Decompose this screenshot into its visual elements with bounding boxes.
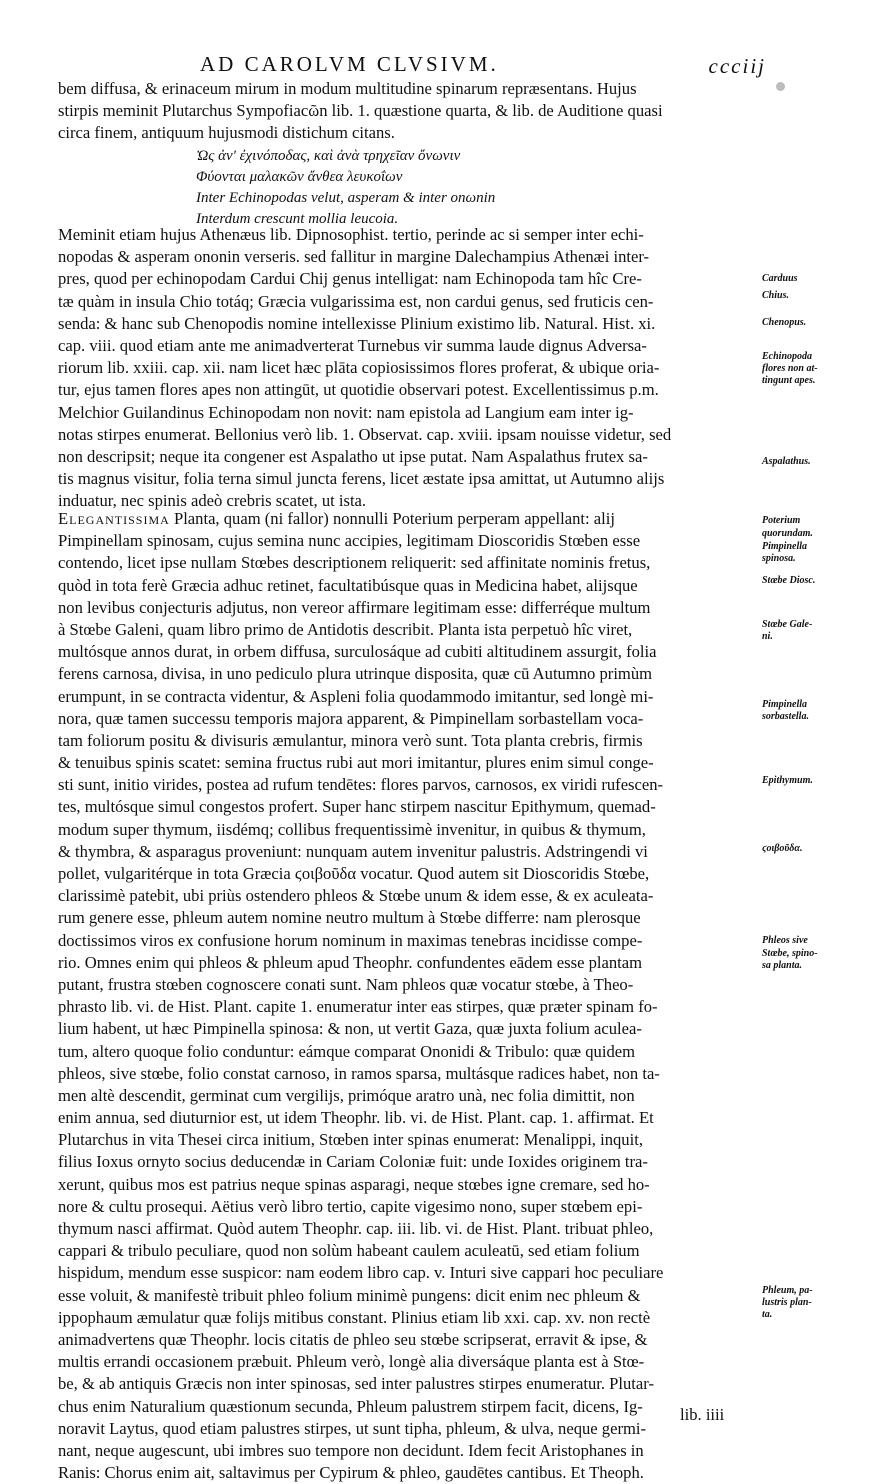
text-line: clarissimè patebit, ubi priùs ostendero phleos & Stœbe unum & idem esse, & ex aculeata- [58,886,654,906]
text-line: Plutarchus in vita Thesei circa initium, Stœben inter spinas enumerat: Menalippi, inquit, [58,1130,643,1150]
text-line-rest: Planta, quam (ni fallor) nonnulli Poterium perperam appellant: alij [169,509,615,528]
text-line: Ranis: Chorus enim ait, saltavimus per Cypirum & phleo, gaudētes cantibus. Et Theoph. [58,1463,644,1483]
text-line: multis errandi occasionem præbuit. Phleum verò, longè alia diversáque planta est à Stœ- [58,1352,645,1372]
text-line: tam foliorum positu & divisuris æmulantur, minora verò sunt. Tota planta crebris, firmis [58,730,643,750]
text-line: noravit Laytus, quod etiam palustres stirpes, ut sunt tipha, phleum, & ulva, neque germi- [58,1418,647,1438]
text-line: tum, altero quoque folio conduntur: eámque comparat Ononidi & Tribulo: quæ quidem [58,1041,636,1061]
text-line: Meminit etiam hujus Athenæus lib. Dipnosophist. tertio, perinde ac si semper inter echi- [58,225,644,244]
margin-note: spinosa. [762,553,796,564]
margin-note: Carduus [762,273,798,284]
text-line: phrasto lib. vi. de Hist. Plant. capite 1. enumeratur inter eas stirpes, quæ præter spinam fo- [58,997,658,1017]
text-line: xerunt, quibus mos est patrius neque spinas asparagi, neque stœbes igne cremare, sed ho- [58,1174,650,1194]
text-line: ippophaum æmulatur quæ folijs mitibus constant. Plinius etiam lib xxi. cap. xv. non rectè [58,1307,651,1327]
text-line: filius Ioxus ornyto socius deducendæ in Cariam Coloniæ fuit: unde Ioxides originem tra- [58,1152,648,1172]
margin-note: Poterium [762,515,801,526]
text-line: à Stœbe Galeni, quam libro primo de Antidotis describit. Planta ista perpetuò hîc viret, [58,619,633,639]
text-line: nora, quæ tamen successu temporis majora apparent, & Pimpinellam sorbastellam voca- [58,708,644,728]
margin-note: Phleos sive [762,935,808,946]
paragraph-echinopoda [58,78,758,145]
running-head: AD CAROLVM CLVSIVM. [200,52,499,76]
text-line: modum super thymum, iisdémq; collibus frequentissimè invenitur, in quibus & thymum, [58,819,646,839]
text-line: riorum lib. xxiii. cap. xii. nam licet hæc plāta copiosissimos flores proferat, & ubique oria- [58,358,660,378]
text-line: induatur, nec spinis adeò crebris scatet, ut ista. [58,491,367,511]
text-line: rum genere esse, phleum autem nomine neutro multum à Stœbe differre: nam plerosque [58,908,641,928]
margin-note: Pimpinella [762,699,807,710]
margin-note: Stœbe Gale- [762,619,813,630]
text-line: ferens carnosa, divisa, in uno pediculo plura utrinque disposita, quæ cū Autumno primùm [58,664,653,684]
folio-number: ccciij [708,54,766,78]
text-line: erumpunt, in se contracta videntur, & Aspleni folia quodammodo imitantur, sed longè mi- [58,686,654,706]
text-line: Φύονται μαλακῶν ἄνθεα λευκοΐων [196,169,403,185]
text-line: pollet, vulgaritérque in tota Græcia ϛοιβοῦδα vocatur. Quod autem sit Dioscoridis Stœbe, [58,864,650,883]
text-line: circa finem, antiquum hujusmodi distichum citans. [58,123,395,143]
paragraph-athenaeus [58,224,758,512]
margin-note: sa planta. [762,960,803,971]
text-line: senda: & hanc sub Chenopodis nomine intellexisse Plinium existimo lib. Natural. Hist. xi. [58,313,656,333]
text-line: Inter Echinopodas velut, asperam & inter onωnin [196,190,496,206]
text-line: doctissimos viros ex confusione horum nominum in maximas tenebras incidisse compe- [58,930,643,950]
text-line: phleos, sive stœbe, folio constat carnoso, in ramos sparsa, multásque radices habet, non ta- [58,1063,660,1083]
ink-speck-icon [776,82,785,91]
text-line: stirpis meminit Plutarchus Sympofiacῶn lib. 1. quæstione quarta, & lib. de Auditione quasi [58,101,663,121]
margin-note: Stœbe, spino- [762,948,818,959]
text-line: Ὠς ἀν' ἐχινόποδας, καὶ ἀνὰ τρηχεῖαν ὄνωνιν [196,148,461,164]
catchword: lib. iiii [680,1405,725,1424]
text-line: animadvertens quæ Theophr. locis citatis de phleo seu stœbe scripserat, erravit & ipse, & [58,1329,648,1349]
margin-note: sorbastella. [762,711,809,722]
text-line: esse voluit, & manifestè tribuit phleo folium minimè pungens: dicit enim nec phleum & [58,1285,641,1305]
text-line: non descripsit; neque ita congener est Aspalatho ut ipse putat. Nam Aspalathus frutex sa- [58,446,648,466]
text-line: tes, multósque simul congestos profert. Super hanc stirpem nascitur Epithymum, quemad- [58,797,656,817]
text-line: be, & ab antiquis Græcis non inter spinosas, sed inter palustres stirpes enumeratur. Plutar- [58,1374,655,1394]
text-line: sti sunt, initio virides, postea ad rufum tendētes: flores parvos, carnosos, ex viridi rufescen- [58,775,664,795]
margin-note: flores non at- [762,363,818,374]
text-line: lium habent, ut hæc Pimpinella spinosa: & non, ut vertit Gaza, quæ juxta folium aculea- [58,1019,642,1039]
margin-note: ϛοιβοῦδα. [762,843,803,854]
text-line: notas stirpes enumerat. Bellonius verò lib. 1. Observat. cap. xviii. ipsam nouisse videtur, sed [58,424,672,444]
text-line: Melchior Guilandinus Echinopodam non novit: nam epistola ad Langium eam inter ig- [58,402,634,422]
margin-note: Epithymum. [762,775,813,786]
text-line: multósque annos durat, in orbem diffusa, surculosáque ad cubiti altitudinem assurgit, folia [58,642,657,662]
text-line: rio. Omnes enim qui phleos & phleum apud Theophr. confundentes eādem esse plantam [58,952,643,972]
margin-note: quorundam. [762,528,813,539]
quoted-distich [196,146,716,230]
text-line: nore & cultu prosequi. Aëtius verò libro tertio, capite vigesimo nono, super stœbem epi- [58,1196,643,1216]
text-line: pres, quod per echinopodam Cardui Chij genus intelligat: nam Echinopoda tam hîc Cre- [58,269,642,289]
text-line: non levibus conjecturis adjutus, non vereor affirmare legitimam esse: differréque multum [58,597,651,617]
margin-note: Echinopoda [762,351,813,362]
text-line: cap. viii. quod etiam ante me animadverterat Turnebus vir summa laude dignus Adversa- [58,335,647,355]
margin-note: Pimpinella [762,541,807,552]
text-line: Pimpinellam spinosam, cujus semina nunc accipies, legitimam Dioscoridis Stœben esse [58,531,641,551]
text-line: tæ quàm in insula Chio totáq; Græcia vulgarissima est, non cardui genus, sed fruticis cen- [58,291,654,311]
initial-word: Elegantissima [58,509,170,528]
text-line: putant, frustra stœben cognoscere conati sunt. Nam phleos quæ vocatur stœbe, à Theo- [58,974,634,994]
text-line: tur, ejus tamen flores apes non attingūt, ut quotidie observari potest. Excellentissimus p.m. [58,380,659,400]
margin-note: Phleum, pa- [762,1285,813,1296]
text-line: quòd in tota ferè Græcia adhuc retinet, facultatibúsque quas in Medicina habet, alijsque [58,575,638,595]
margin-note: Stœbe Diosc. [762,575,816,586]
margin-note: lustris plan- [762,1297,812,1308]
paragraph-pimpinella [58,508,758,1484]
text-line: enim annua, sed diuturnior est, ut idem Theophr. lib. vi. de Hist. Plant. cap. 1. affirmat. Et [58,1108,654,1128]
text-line: tis magnus visitur, folia terna simul juncta ferens, licet æstate ipsa amittat, ut Autumno alijs [58,469,665,489]
text-line: chus enim Naturalium quæstionum secunda, Phleum palustrem stirpem facit, dicens, Ig- [58,1396,643,1416]
margin-note: tingunt apes. [762,375,816,386]
margin-note: Aspalathus. [762,456,811,467]
text-line: men altè descendit, germinat cum vergilijs, primóque aratro unà, nec folia dimittit, non [58,1085,635,1105]
text-line: thymum nasci affirmat. Quòd autem Theophr. cap. iii. lib. vi. de Hist. Plant. tribuat phleo, [58,1219,654,1238]
text-line: cappari & tribulo peculiare, quod non solùm habeant caulem aculeatū, sed etiam folium [58,1241,640,1261]
margin-note: Chius. [762,290,789,301]
margin-note: Chenopus. [762,317,807,328]
text-line: nant, neque augescunt, ubi imbres suo tempore non decidunt. Idem fecit Aristophanes in [58,1440,644,1460]
text-line [58,508,758,530]
text-line: hispidum, mendum esse suspicor: nam eodem libro cap. v. Inturi sive cappari hoc peculiare [58,1263,664,1283]
margin-note: ni. [762,631,773,642]
text-line: bem diffusa, & erinaceum mirum in modum multitudine spinarum repræsentans. Hujus [58,79,637,98]
text-line: & tenuibus spinis scatet: semina fructus rubi aut mori imitantur, plures enim simul conge- [58,753,654,773]
text-line: nopodas & asperam ononin verseris. sed fallitur in margine Dalechampius Athenæi inter- [58,247,650,267]
text-line: Interdum crescunt mollia leucoia. [196,211,399,227]
margin-note: ta. [762,1309,773,1320]
text-line: & thymbra, & asparagus proveniunt: nunquam autem invenitur palustris. Adstringendi vi [58,841,648,861]
text-line: contendo, licet ipse nullam Stœbes descriptionem reliquerit: sed affinitate nominis fretus, [58,553,651,573]
